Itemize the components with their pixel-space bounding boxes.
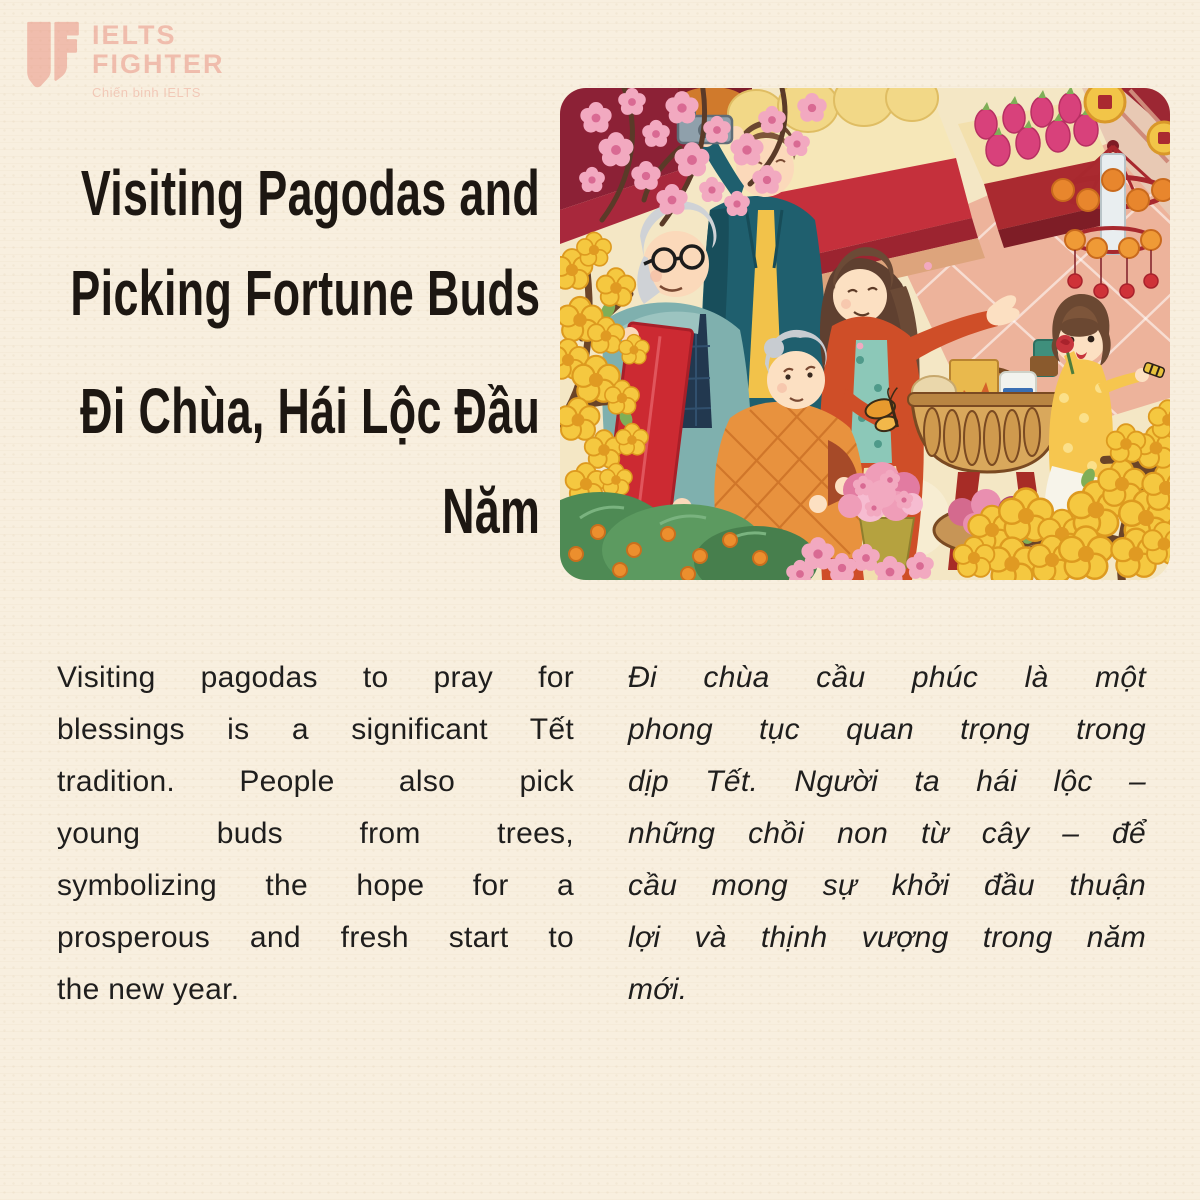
title-vietnamese-line1: Đi Chùa, Hái Lộc Đầu	[79, 375, 540, 447]
brand-name-line1: IELTS	[92, 20, 177, 50]
tet-market-illustration	[560, 88, 1170, 580]
vietnamese-line: mới.	[628, 973, 688, 1006]
vietnamese-line: những chồi non từ cây – để	[628, 817, 1146, 850]
english-line: young buds from trees,	[57, 817, 574, 850]
english-paragraph	[57, 652, 574, 1016]
english-line: blessings is a significant Tết	[57, 713, 574, 746]
tet-market-illustration-canvas	[560, 88, 1170, 580]
brand-name-line2: FIGHTER	[92, 49, 225, 79]
vietnamese-line: lợi và thịnh vượng trong năm	[628, 921, 1146, 954]
english-line: tradition. People also pick	[57, 765, 574, 798]
english-line: prosperous and fresh start to	[57, 921, 574, 954]
english-line: the new year.	[57, 973, 240, 1006]
brand-tagline: Chiến binh IELTS	[92, 85, 201, 100]
vietnamese-line: dịp Tết. Người ta hái lộc –	[628, 765, 1146, 798]
english-line: Visiting pagodas to pray for	[57, 661, 574, 694]
page-title	[60, 143, 540, 561]
vietnamese-line: Đi chùa cầu phúc là một	[628, 661, 1146, 694]
vietnamese-line: cầu mong sự khởi đầu thuận	[628, 869, 1146, 902]
title-vietnamese-line2: Năm	[441, 475, 540, 547]
title-english-line2: Picking Fortune Buds	[70, 257, 540, 329]
ielts-fighter-shield-icon	[24, 18, 82, 92]
english-line: symbolizing the hope for a	[57, 869, 574, 902]
title-english-line1: Visiting Pagodas and	[80, 157, 540, 229]
brand-watermark	[24, 18, 225, 99]
vietnamese-line: phong tục quan trọng trong	[628, 713, 1146, 746]
vietnamese-paragraph	[628, 652, 1146, 1016]
